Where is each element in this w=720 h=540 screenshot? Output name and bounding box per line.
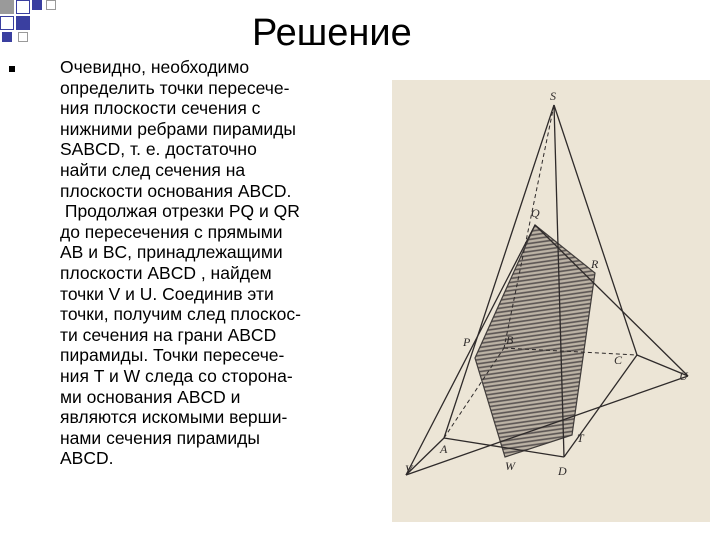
text-line: плоскости основания ABCD.	[60, 180, 292, 201]
slide-title: Решение	[252, 12, 412, 54]
label-u: U	[679, 369, 688, 383]
text-line: ния плоскости сечения с	[60, 98, 261, 119]
text-line: SABCD, т. е. достаточно	[60, 139, 257, 160]
text-line: пирамиды. Точки пересече-	[60, 345, 285, 366]
text-line: ти сечения на грани ABCD	[60, 324, 277, 345]
deco-square	[0, 16, 14, 30]
label-v: V	[405, 462, 413, 476]
bullet-marker	[9, 66, 15, 72]
label-d: D	[558, 464, 567, 478]
text-line: нижними ребрами пирамиды	[60, 118, 296, 139]
label-q: Q	[531, 206, 540, 220]
deco-square	[2, 32, 12, 42]
text-line: AB и BC, принадлежащими	[60, 242, 283, 263]
label-w: W	[505, 459, 515, 473]
label-r: R	[591, 257, 599, 271]
text-line: являются искомыми верши-	[60, 407, 288, 428]
text-line: нами сечения пирамиды	[60, 427, 260, 448]
text-line: найти след сечения на	[60, 159, 246, 180]
label-b: B	[506, 333, 514, 347]
text-line: определить точки пересече-	[60, 77, 290, 98]
deco-square	[0, 0, 14, 14]
deco-square	[16, 16, 30, 30]
deco-square	[32, 0, 42, 10]
text-line: ABCD.	[60, 448, 114, 469]
text-line: Очевидно, необходимо	[60, 57, 250, 77]
pyramid-section-figure	[392, 80, 710, 522]
deco-square	[16, 0, 30, 14]
text-line: до пересечения с прямыми	[60, 221, 283, 242]
text-line: ми основания ABCD и	[60, 386, 241, 407]
text-line: плоскости ABCD , найдем	[60, 262, 272, 283]
label-c: C	[614, 353, 623, 367]
label-t: T	[577, 431, 584, 445]
text-line: Продолжая отрезки PQ и QR	[60, 201, 300, 222]
slide-body-text	[60, 57, 400, 469]
deco-square	[18, 32, 28, 42]
text-line: точки V и U. Соединив эти	[60, 283, 274, 304]
label-a: A	[440, 442, 448, 456]
text-line: точки, получим след плоскос-	[60, 304, 301, 325]
label-s: S	[550, 89, 556, 103]
deco-square	[46, 0, 56, 10]
label-p: P	[463, 335, 471, 349]
text-line: ния T и W следа со сторона-	[60, 365, 293, 386]
